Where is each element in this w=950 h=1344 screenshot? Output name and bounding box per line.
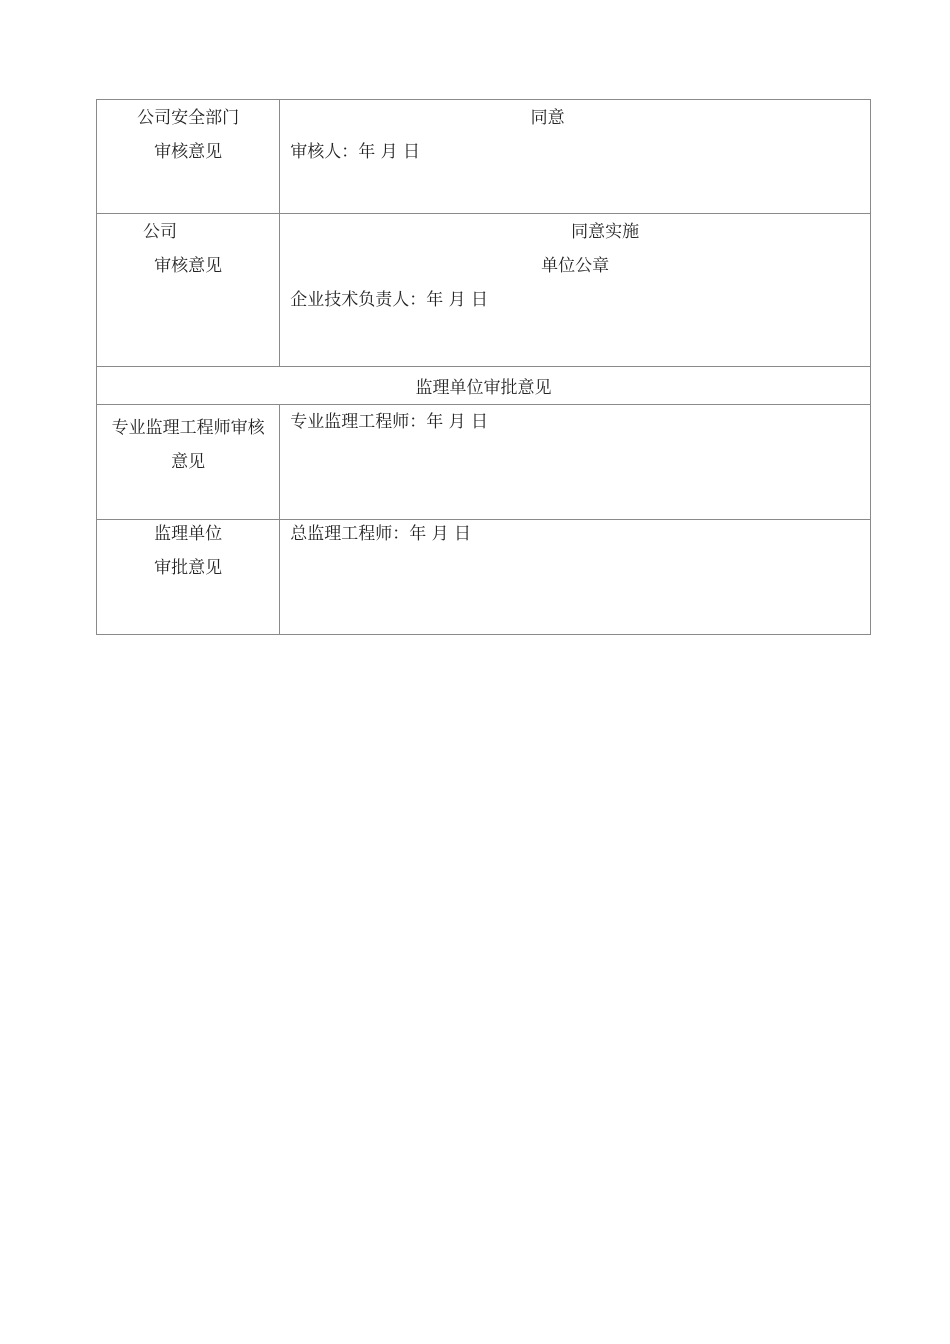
specialist-engineer-label-cell: [97, 405, 280, 520]
specialist-engineer-label-line2: 意见: [171, 452, 206, 472]
approval-form-table: [96, 99, 871, 635]
supervision-header-row: [97, 367, 871, 405]
safety-dept-signature: 审核人：年 月 日: [290, 142, 421, 162]
company-label-line2: 审核意见: [154, 256, 223, 276]
supervision-header: 监理单位审批意见: [97, 367, 871, 405]
specialist-engineer-content-cell: [280, 405, 871, 520]
safety-dept-row: [97, 100, 871, 214]
safety-dept-label-line2: 审核意见: [154, 142, 223, 162]
safety-dept-label-cell: [97, 100, 280, 214]
company-label-cell: [97, 214, 280, 367]
supervision-unit-label-line1: 监理单位: [154, 524, 223, 544]
safety-dept-label-line1: 公司安全部门: [137, 108, 240, 128]
company-opinion: 同意实施: [571, 222, 640, 242]
safety-dept-content-cell: [280, 100, 871, 214]
supervision-unit-label-line2: 审批意见: [154, 558, 223, 578]
supervision-unit-label-cell: [97, 520, 280, 635]
company-content-cell: [280, 214, 871, 367]
supervision-unit-content-cell: [280, 520, 871, 635]
company-signature: 企业技术负责人：年 月 日: [290, 290, 489, 310]
specialist-engineer-label-line1: 专业监理工程师审核: [111, 418, 265, 438]
specialist-engineer-signature: 专业监理工程师：年 月 日: [290, 412, 489, 432]
supervision-unit-row: [97, 520, 871, 635]
company-row: [97, 214, 871, 367]
supervision-unit-signature: 总监理工程师：年 月 日: [290, 524, 472, 544]
company-label-line1: 公司: [143, 222, 177, 242]
company-seal: 单位公章: [541, 256, 610, 276]
specialist-engineer-row: [97, 405, 871, 520]
safety-dept-opinion: 同意: [530, 108, 565, 128]
